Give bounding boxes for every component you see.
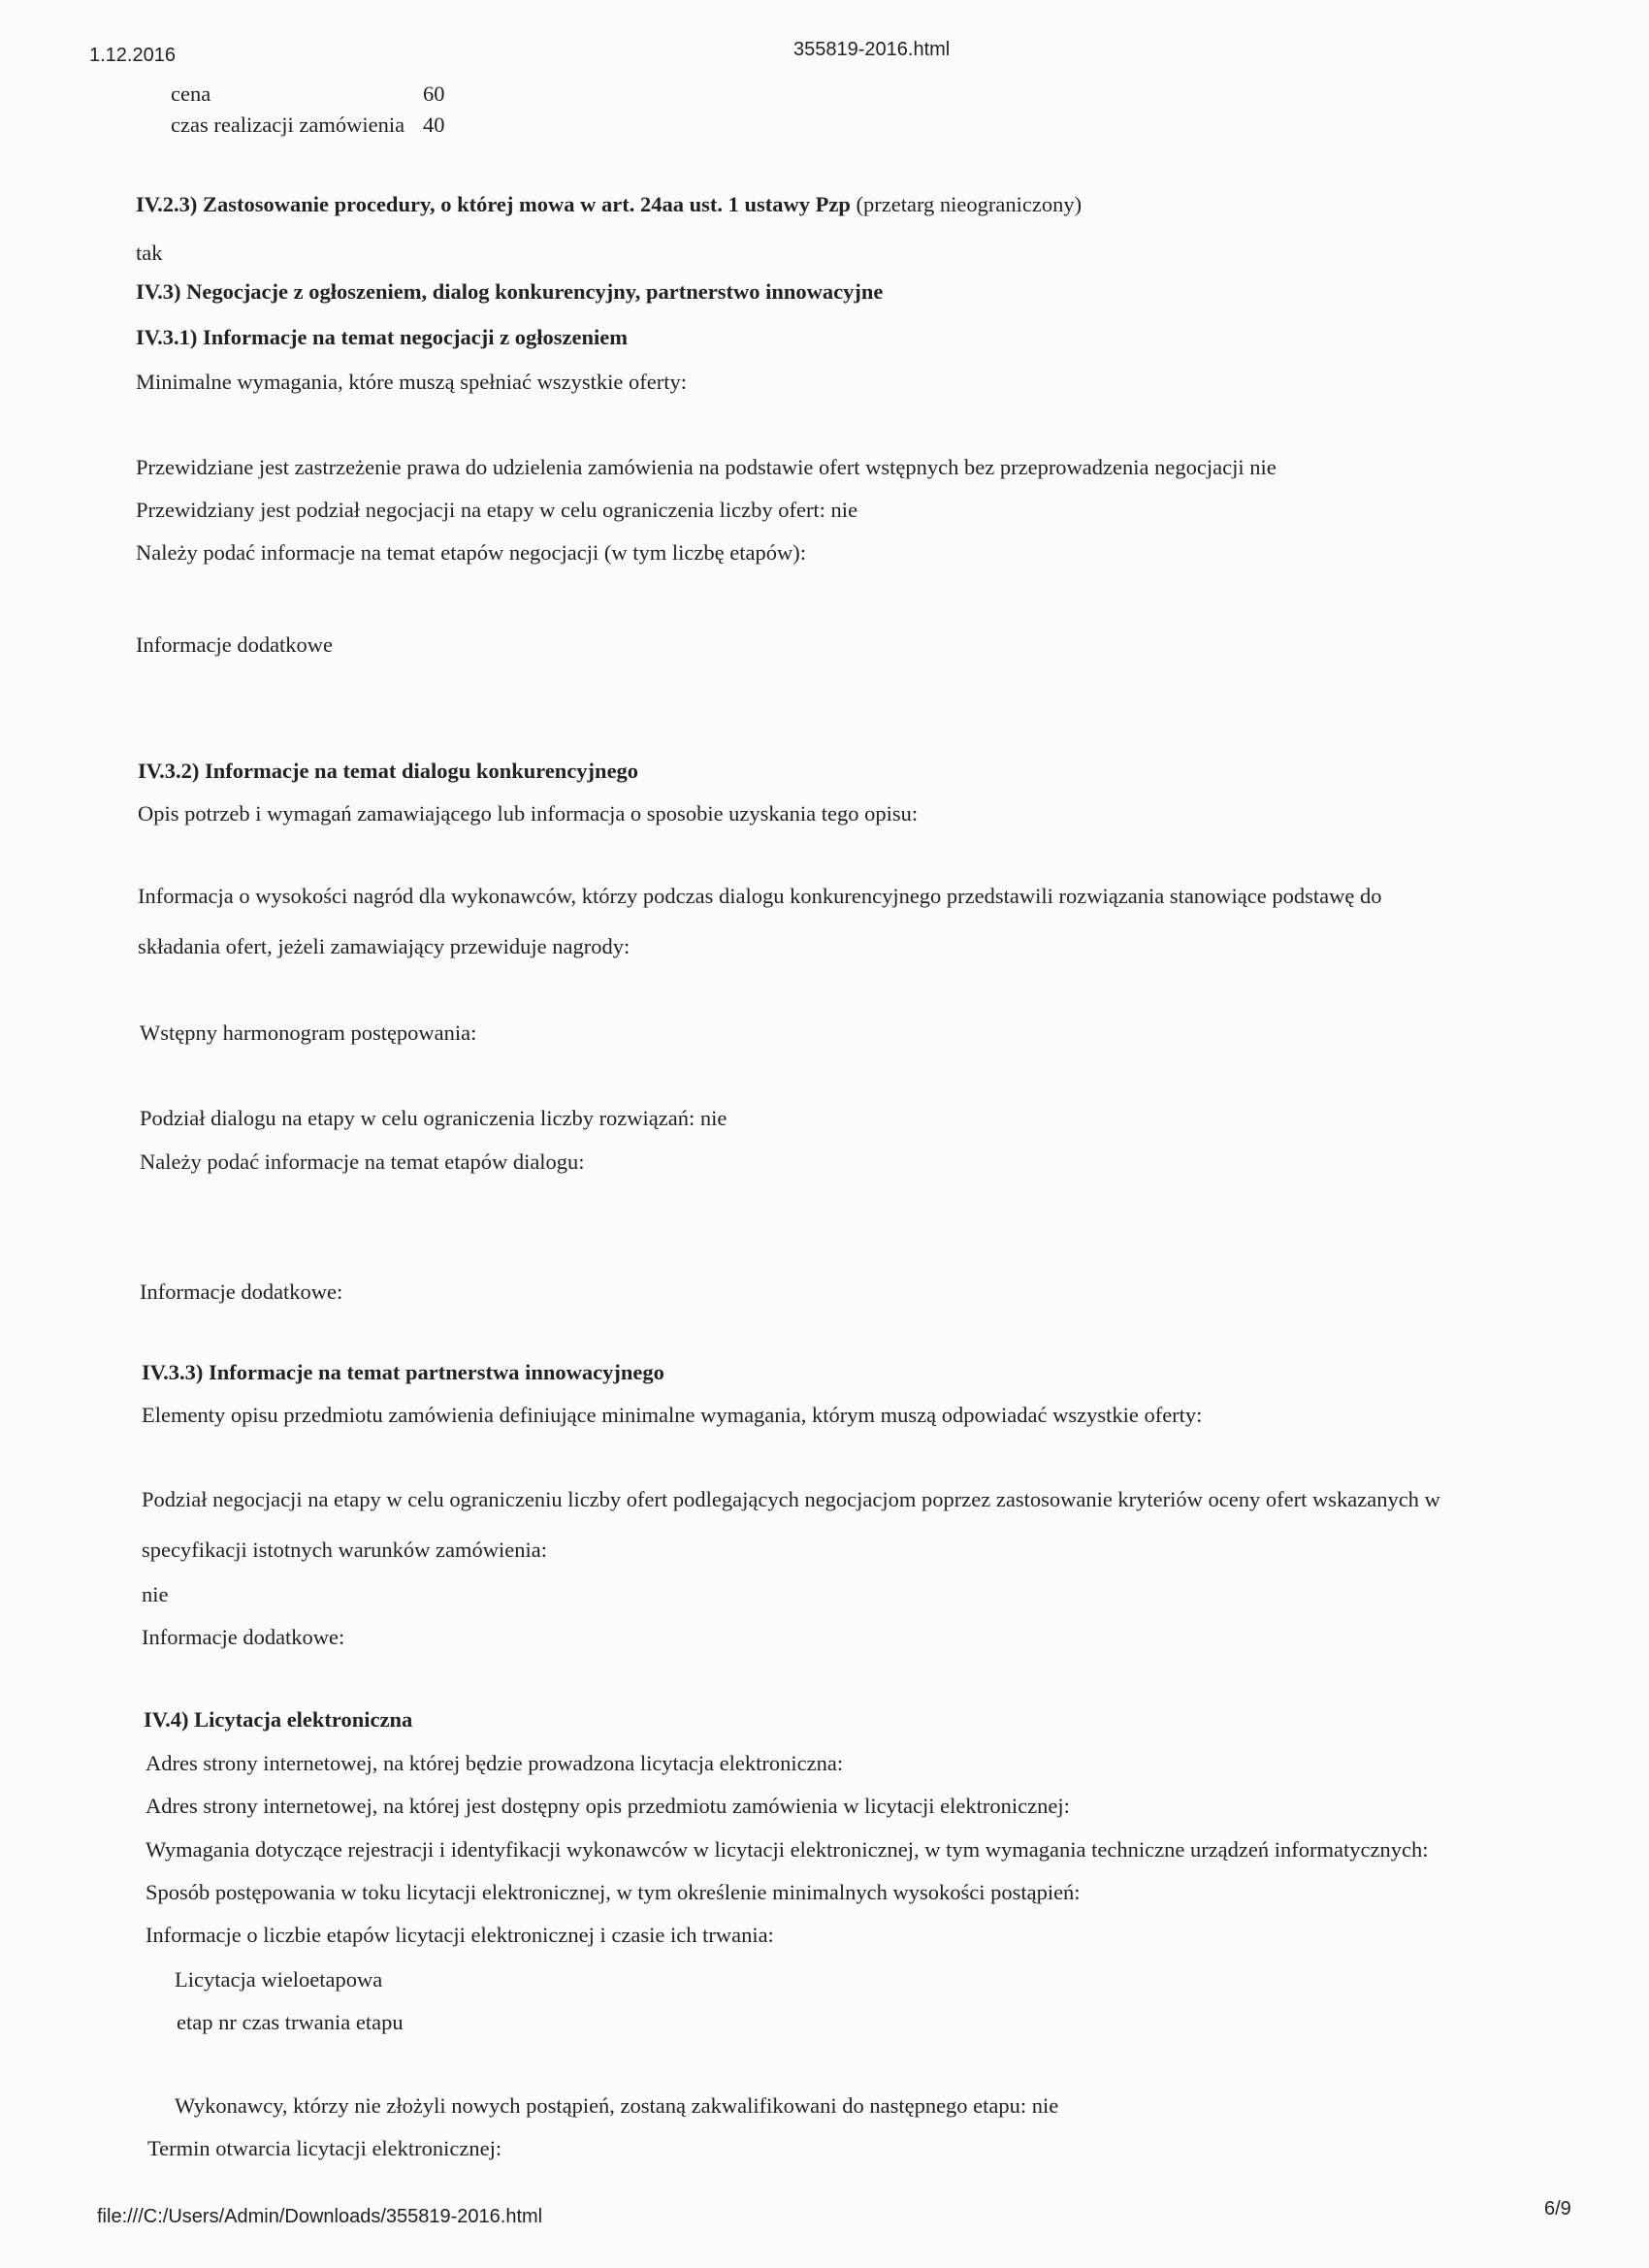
text-line: Adres strony internetowej, na której jest dostępny opis przedmiotu zamówienia w licytacji elektronicznej: bbox=[146, 1794, 1070, 1818]
criterion-name: czas realizacji zamówienia bbox=[171, 113, 405, 137]
text-line: Sposób postępowania w toku licytacji elektronicznej, w tym określenie minimalnych wysokości postąpień: bbox=[146, 1880, 1081, 1904]
text-line: Opis potrzeb i wymagań zamawiającego lub informacja o sposobie uzyskania tego opisu: bbox=[138, 801, 919, 826]
criterion-row bbox=[171, 81, 462, 107]
text-line: Przewidziany jest podział negocjacji na etapy w celu ograniczenia liczby ofert: nie bbox=[136, 498, 858, 522]
text-line: Należy podać informacje na temat etapów dialogu: bbox=[140, 1150, 585, 1174]
print-title: 355819-2016.html bbox=[793, 39, 951, 60]
text-line: Podział negocjacji na etapy w celu ograniczeniu liczby ofert podlegających negocjacjom poprzez zastosowanie kryteriów oceny ofert wskazanych w bbox=[142, 1487, 1440, 1511]
text-line: Informacje dodatkowe bbox=[136, 632, 334, 657]
text-line: Licytacja wieloetapowa bbox=[175, 1967, 383, 1992]
text-line: Wstępny harmonogram postępowania: bbox=[140, 1021, 477, 1045]
footer-file-path: file:///C:/Users/Admin/Downloads/355819-2016.html bbox=[97, 2206, 543, 2227]
text-line: nie bbox=[142, 1582, 169, 1606]
text-line: Minimalne wymagania, które muszą spełniać wszystkie oferty: bbox=[136, 370, 687, 394]
print-date: 1.12.2016 bbox=[89, 45, 176, 66]
criterion-value: 60 bbox=[423, 81, 445, 106]
section-iv-3-1-heading: IV.3.1) Informacje na temat negocjacji z ogłoszeniem bbox=[136, 325, 628, 349]
text-line: Wymagania dotyczące rejestracji i identyfikacji wykonawców w licytacji elektronicznej, w tym wymagania techniczne urządzeń informatycznych: bbox=[146, 1837, 1429, 1862]
text-line: etap nr czas trwania etapu bbox=[177, 2010, 404, 2034]
text-line: Adres strony internetowej, na której będzie prowadzona licytacja elektroniczna: bbox=[146, 1751, 844, 1775]
section-iv-2-3-heading: IV.2.3) Zastosowanie procedury, o której mowa w art. 24aa ust. 1 ustawy Pzp (przetarg nieograniczony) bbox=[136, 192, 1083, 216]
text-line: Termin otwarcia licytacji elektronicznej: bbox=[147, 2136, 502, 2160]
text-line: Informacja o wysokości nagród dla wykonawców, którzy podczas dialogu konkurencyjnego przedstawili rozwiązania stanowiące podstawę do bbox=[138, 884, 1382, 908]
page-number: 6/9 bbox=[1544, 2198, 1571, 2219]
criterion-name: cena bbox=[171, 81, 211, 106]
section-iv-2-3-value: tak bbox=[136, 241, 163, 265]
section-iv-4-heading: IV.4) Licytacja elektroniczna bbox=[144, 1707, 413, 1732]
text-line: Podział dialogu na etapy w celu ograniczenia liczby rozwiązań: nie bbox=[140, 1106, 728, 1130]
text-line: składania ofert, jeżeli zamawiający przewiduje nagrody: bbox=[138, 934, 630, 958]
section-iv-3-2-heading: IV.3.2) Informacje na temat dialogu konkurencyjnego bbox=[138, 759, 639, 783]
text-line: Informacje dodatkowe: bbox=[140, 1280, 343, 1304]
text-line: Należy podać informacje na temat etapów negocjacji (w tym liczbę etapów): bbox=[136, 540, 806, 565]
text-line: Wykonawcy, którzy nie złożyli nowych postąpień, zostaną zakwalifikowani do następnego etapu: nie bbox=[175, 2093, 1059, 2118]
criterion-row bbox=[171, 113, 462, 138]
text-line: Informacje dodatkowe: bbox=[142, 1625, 345, 1649]
section-iv-3-3-heading: IV.3.3) Informacje na temat partnerstwa innowacyjnego bbox=[142, 1360, 664, 1384]
text-line: Przewidziane jest zastrzeżenie prawa do udzielenia zamówienia na podstawie ofert wstępnych bez przeprowadzenia negocjacji nie bbox=[136, 455, 1277, 479]
text-line: Informacje o liczbie etapów licytacji elektronicznej i czasie ich trwania: bbox=[146, 1923, 774, 1947]
criterion-value: 40 bbox=[423, 113, 445, 137]
text-line: specyfikacji istotnych warunków zamówienia: bbox=[142, 1538, 547, 1562]
text-line: Elementy opisu przedmiotu zamówienia definiujące minimalne wymagania, którym muszą odpowiadać wszystkie oferty: bbox=[142, 1403, 1203, 1427]
section-iv-3-heading: IV.3) Negocjacje z ogłoszeniem, dialog konkurencyjny, partnerstwo innowacyjne bbox=[136, 279, 884, 304]
